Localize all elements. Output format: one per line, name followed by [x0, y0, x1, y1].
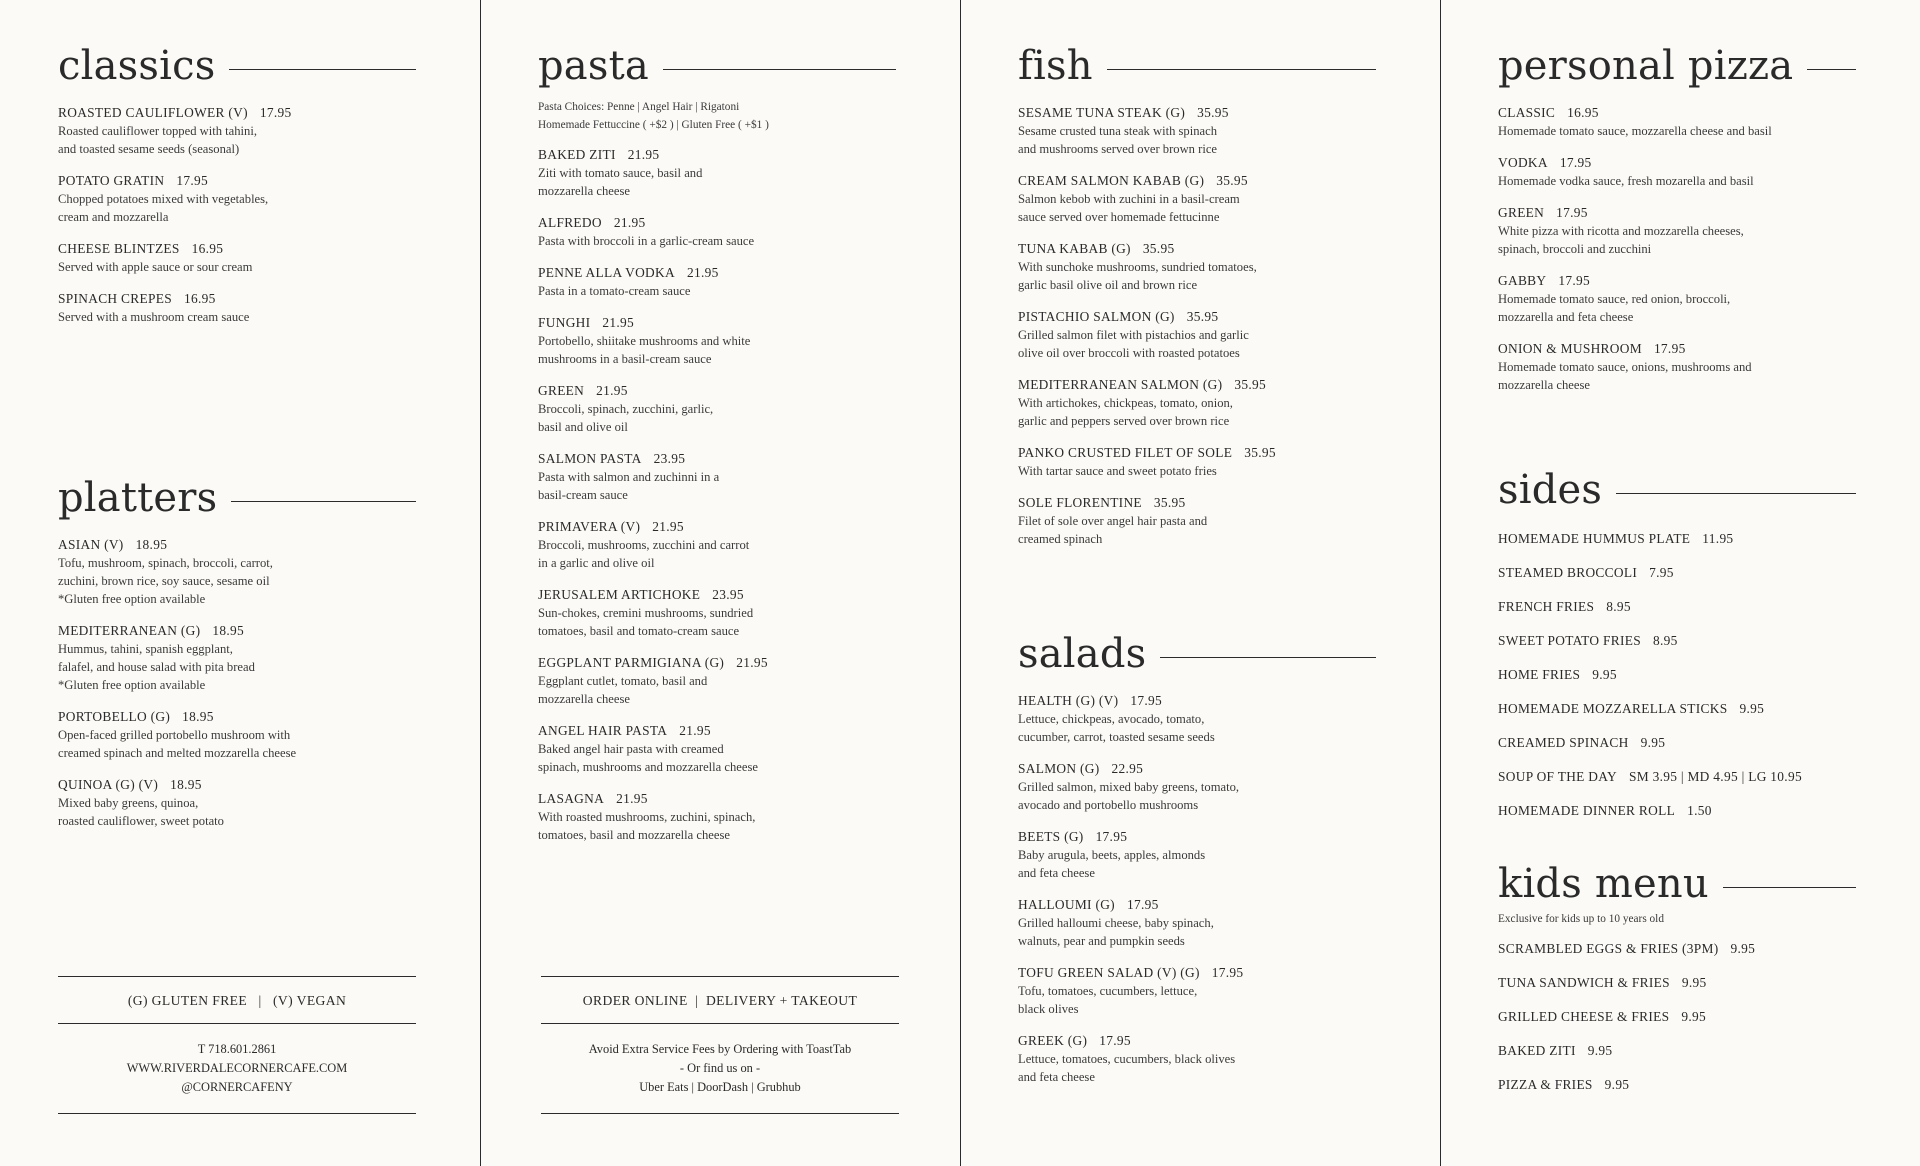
menu-item	[538, 450, 896, 504]
item-heading	[58, 290, 416, 308]
item-heading	[58, 240, 416, 258]
item-name: JERUSALEM ARTICHOKE	[538, 587, 701, 602]
item-heading	[538, 518, 896, 536]
menu-item	[1498, 154, 1856, 190]
item-heading	[1498, 340, 1856, 358]
menu-items	[58, 104, 416, 326]
fish-section	[1018, 42, 1376, 548]
menu-item	[1018, 494, 1376, 548]
section-header	[1018, 42, 1376, 90]
item-price: 18.95	[135, 537, 168, 552]
divider	[58, 1113, 416, 1114]
item-price: 9.95	[1681, 975, 1707, 990]
item-price: 21.95	[596, 383, 628, 398]
item-price: 9.95	[1587, 1043, 1613, 1058]
order-online-banner: ORDER ONLINE | DELIVERY + TAKEOUT	[582, 993, 858, 1008]
item-name: MEDITERRANEAN (G)	[58, 623, 201, 638]
section-header	[1018, 630, 1376, 678]
item-price: 21.95	[736, 655, 768, 670]
footer	[58, 976, 416, 1114]
item-heading	[538, 654, 896, 672]
item-description: Baked angel hair pasta with creamed spinach, mushrooms and mozzarella cheese	[538, 742, 758, 774]
list-item	[1498, 564, 1856, 582]
item-description: Broccoli, spinach, zucchini, garlic, basil and olive oil	[538, 402, 714, 434]
menu-item	[1018, 240, 1376, 294]
item-price: 8.95	[1652, 633, 1678, 648]
item-heading	[58, 708, 416, 726]
item-name: PANKO CRUSTED FILET OF SOLE	[1018, 445, 1233, 460]
menu-panel-3	[961, 0, 1440, 1166]
section-header	[1498, 466, 1856, 514]
header-rule	[1160, 657, 1376, 658]
item-name: EGGPLANT PARMIGIANA (G)	[538, 655, 725, 670]
header-rule	[1616, 493, 1856, 494]
item-description: Grilled salmon filet with pistachios and garlic olive oil over broccoli with roasted potatoes	[1018, 328, 1249, 360]
item-description: With tartar sauce and sweet potato fries	[1018, 464, 1217, 478]
item-name: HOMEMADE HUMMUS PLATE	[1498, 531, 1691, 546]
item-description: Lettuce, chickpeas, avocado, tomato, cucumber, carrot, toasted sesame seeds	[1018, 712, 1215, 744]
item-name: PRIMAVERA (V)	[538, 519, 641, 534]
menu-item	[58, 622, 416, 694]
item-name: ONION & MUSHROOM	[1498, 341, 1642, 356]
menu-item	[58, 240, 416, 276]
item-heading	[1018, 760, 1376, 778]
item-heading	[1018, 240, 1376, 258]
menu-items	[1018, 104, 1376, 548]
item-name: HOMEMADE MOZZARELLA STICKS	[1498, 701, 1728, 716]
item-description: Roasted cauliflower topped with tahini, and toasted sesame seeds (seasonal)	[58, 124, 258, 156]
item-price: 35.95	[1197, 105, 1229, 120]
delivery-info: Avoid Extra Service Fees by Ordering with ToastTab - Or find us on - Uber Eats | DoorDash | Grubhub	[588, 1042, 852, 1094]
item-heading	[1018, 376, 1376, 394]
list-item	[1498, 632, 1856, 650]
item-price: 35.95	[1234, 377, 1266, 392]
menu-item	[538, 518, 896, 572]
item-name: PORTOBELLO (G)	[58, 709, 171, 724]
section-title: salads	[1018, 631, 1147, 677]
item-price: 21.95	[686, 265, 719, 280]
item-price: SM 3.95 | MD 4.95 | LG 10.95	[1628, 769, 1802, 784]
menu-item	[538, 722, 896, 776]
item-description: Hummus, tahini, spanish eggplant, falafel, and house salad with pita bread *Gluten free option available	[58, 642, 255, 692]
pasta-choices-note: Pasta Choices: Penne | Angel Hair | Rigatoni Homemade Fettuccine ( +$2 ) | Gluten Free ( +$1 )	[538, 101, 769, 131]
item-price: 18.95	[170, 777, 202, 792]
item-heading	[538, 264, 896, 282]
item-price: 21.95	[627, 147, 660, 162]
contact-info: T 718.601.2861 WWW.RIVERDALECORNERCAFE.COM @CORNERCAFENY	[126, 1042, 348, 1094]
item-name: FRENCH FRIES	[1498, 599, 1595, 614]
item-name: SPINACH CREPES	[58, 291, 172, 306]
item-price: 21.95	[652, 519, 684, 534]
section-title: classics	[58, 43, 216, 89]
footer	[541, 976, 899, 1114]
section-header	[58, 42, 416, 90]
list-item	[1498, 768, 1856, 786]
item-name: LASAGNA	[538, 791, 605, 806]
menu-item	[1018, 692, 1376, 746]
item-name: FUNGHI	[538, 315, 591, 330]
menu-item	[58, 536, 416, 608]
list-item	[1498, 700, 1856, 718]
menu-item	[1018, 760, 1376, 814]
item-description: Sun-chokes, cremini mushrooms, sundried tomatoes, basil and tomato-cream sauce	[538, 606, 754, 638]
item-name: SCRAMBLED EGGS & FRIES (3PM)	[1498, 941, 1719, 956]
item-name: TUNA KABAB (G)	[1018, 241, 1131, 256]
sides-section	[1498, 466, 1856, 820]
item-price: 11.95	[1702, 531, 1734, 546]
item-description: Pasta in a tomato-cream sauce	[538, 284, 691, 298]
item-price: 21.95	[613, 215, 646, 230]
menu-item	[538, 586, 896, 640]
item-heading	[1018, 444, 1376, 462]
section-header	[58, 474, 416, 522]
list-item	[1498, 1076, 1856, 1094]
item-price: 21.95	[679, 723, 711, 738]
item-name: VODKA	[1498, 155, 1548, 170]
menu-items	[58, 536, 416, 830]
header-rule	[663, 69, 896, 70]
item-name: ANGEL HAIR PASTA	[538, 723, 668, 738]
item-name: BEETS (G)	[1018, 829, 1084, 844]
section-title: fish	[1018, 43, 1093, 89]
item-price: 16.95	[191, 241, 224, 256]
item-name: SOUP OF THE DAY	[1498, 769, 1617, 784]
item-name: SALMON PASTA	[538, 451, 642, 466]
menu-item	[1018, 444, 1376, 480]
item-heading	[58, 622, 416, 640]
item-heading	[538, 314, 896, 332]
item-heading	[58, 536, 416, 554]
item-name: PENNE ALLA VODKA	[538, 265, 675, 280]
item-name: QUINOA (G) (V)	[58, 777, 159, 792]
menu-panel-1	[0, 0, 480, 1166]
item-name: STEAMED BROCCOLI	[1498, 565, 1638, 580]
item-name: CLASSIC	[1498, 105, 1556, 120]
item-description: Grilled salmon, mixed baby greens, tomato, avocado and portobello mushrooms	[1018, 780, 1240, 812]
item-name: MEDITERRANEAN SALMON (G)	[1018, 377, 1223, 392]
list-item	[1498, 940, 1856, 958]
item-heading	[1498, 104, 1856, 122]
item-price: 17.95	[176, 173, 209, 188]
item-heading	[538, 214, 896, 232]
menu-item	[58, 290, 416, 326]
item-name: POTATO GRATIN	[58, 173, 165, 188]
item-price: 23.95	[712, 587, 744, 602]
salads-section	[1018, 630, 1376, 1086]
item-price: 9.95	[1640, 735, 1666, 750]
menu-item	[538, 264, 896, 300]
item-name: HOMEMADE DINNER ROLL	[1498, 803, 1676, 818]
item-name: CREAMED SPINACH	[1498, 735, 1629, 750]
item-name: SWEET POTATO FRIES	[1498, 633, 1641, 648]
item-price: 9.95	[1604, 1077, 1630, 1092]
item-heading	[538, 722, 896, 740]
item-description: Ziti with tomato sauce, basil and mozzarella cheese	[538, 166, 703, 198]
item-heading	[1018, 494, 1376, 512]
item-name: HOME FRIES	[1498, 667, 1581, 682]
item-description: Served with a mushroom cream sauce	[58, 310, 250, 324]
menu-items	[538, 146, 896, 844]
menu-item	[538, 654, 896, 708]
item-heading	[1018, 828, 1376, 846]
item-price: 17.95	[1556, 205, 1588, 220]
item-price: 35.95	[1244, 445, 1276, 460]
menu-panel-2	[481, 0, 960, 1166]
item-description: Served with apple sauce or sour cream	[58, 260, 253, 274]
menu-items	[1498, 104, 1856, 394]
item-price: 35.95	[1186, 309, 1219, 324]
item-price: 17.95	[259, 105, 292, 120]
item-name: SALMON (G)	[1018, 761, 1100, 776]
item-price: 21.95	[616, 791, 648, 806]
sides-list	[1498, 530, 1856, 820]
item-description: With sunchoke mushrooms, sundried tomatoes, garlic basil olive oil and brown rice	[1018, 260, 1257, 292]
list-item	[1498, 974, 1856, 992]
item-heading	[1018, 172, 1376, 190]
item-price: 17.95	[1211, 965, 1244, 980]
item-price: 1.50	[1687, 803, 1712, 818]
list-item	[1498, 1008, 1856, 1026]
list-item	[1498, 598, 1856, 616]
item-description: With roasted mushrooms, zuchini, spinach, tomatoes, basil and mozzarella cheese	[538, 810, 756, 842]
header-rule	[1807, 69, 1856, 70]
section-title: kids menu	[1498, 861, 1709, 907]
item-price: 17.95	[1126, 897, 1159, 912]
item-description: Pasta with broccoli in a garlic-cream sauce	[538, 234, 755, 248]
kids-menu-section	[1498, 860, 1856, 1094]
menu-item	[1498, 104, 1856, 140]
section-header	[538, 42, 896, 90]
item-description: With artichokes, chickpeas, tomato, onion, garlic and peppers served over brown rice	[1018, 396, 1233, 428]
menu-item	[58, 104, 416, 158]
item-description: Homemade tomato sauce, red onion, broccoli, mozzarella and feta cheese	[1498, 292, 1731, 324]
item-description: Salmon kebob with zuchini in a basil-cream sauce served over homemade fettucinne	[1018, 192, 1240, 224]
item-name: SOLE FLORENTINE	[1018, 495, 1142, 510]
item-name: GREEN	[538, 383, 585, 398]
item-name: GABBY	[1498, 273, 1547, 288]
item-price: 17.95	[1559, 155, 1592, 170]
header-rule	[1107, 69, 1376, 70]
item-name: PIZZA & FRIES	[1498, 1077, 1593, 1092]
item-heading	[1018, 896, 1376, 914]
item-heading	[1498, 154, 1856, 172]
menu-item	[1498, 272, 1856, 326]
item-price: 17.95	[1653, 341, 1686, 356]
item-heading	[1498, 204, 1856, 222]
item-name: ASIAN (V)	[58, 537, 124, 552]
header-rule	[229, 69, 416, 70]
item-price: 18.95	[212, 623, 244, 638]
item-name: BAKED ZITI	[538, 147, 616, 162]
item-price: 9.95	[1730, 941, 1756, 956]
item-heading	[58, 776, 416, 794]
item-price: 35.95	[1142, 241, 1175, 256]
menu-item	[1018, 172, 1376, 226]
item-name: ALFREDO	[538, 215, 602, 230]
header-rule	[1723, 887, 1856, 888]
menu-item	[58, 708, 416, 762]
item-price: 35.95	[1153, 495, 1186, 510]
item-description: Chopped potatoes mixed with vegetables, cream and mozzarella	[58, 192, 269, 224]
item-description: Homemade vodka sauce, fresh mozarella and basil	[1498, 174, 1754, 188]
item-price: 22.95	[1111, 761, 1144, 776]
list-item	[1498, 666, 1856, 684]
pasta-section	[538, 42, 896, 844]
item-description: Tofu, mushroom, spinach, broccoli, carrot, zuchini, brown rice, soy sauce, sesame oil *Gluten free option available	[58, 556, 273, 606]
menu-item	[1018, 828, 1376, 882]
item-price: 18.95	[182, 709, 214, 724]
list-item	[1498, 734, 1856, 752]
item-price: 7.95	[1649, 565, 1674, 580]
item-description: Lettuce, tomatoes, cucumbers, black olives and feta cheese	[1018, 1052, 1236, 1084]
item-price: 17.95	[1558, 273, 1591, 288]
diet-legend: (G) GLUTEN FREE | (V) VEGAN	[127, 993, 347, 1008]
menu-item	[538, 314, 896, 368]
list-item	[1498, 530, 1856, 548]
item-name: HALLOUMI (G)	[1018, 897, 1115, 912]
menu-item	[538, 146, 896, 200]
item-name: BAKED ZITI	[1498, 1043, 1576, 1058]
item-description: Open-faced grilled portobello mushroom with creamed spinach and melted mozzarella cheese	[58, 728, 297, 760]
item-heading	[1018, 692, 1376, 710]
menu-item	[538, 382, 896, 436]
item-heading	[1018, 964, 1376, 982]
platters-section	[58, 474, 416, 830]
menu-items	[1018, 692, 1376, 1086]
header-rule	[231, 501, 416, 502]
section-title: pasta	[538, 43, 649, 89]
menu-item	[1018, 104, 1376, 158]
menu-item	[1018, 964, 1376, 1018]
item-heading	[538, 450, 896, 468]
item-description: Sesame crusted tuna steak with spinach and mushrooms served over brown rice	[1018, 124, 1217, 156]
menu-item	[538, 214, 896, 250]
item-heading	[538, 790, 896, 808]
item-description: Filet of sole over angel hair pasta and creamed spinach	[1018, 514, 1208, 546]
item-price: 9.95	[1592, 667, 1617, 682]
item-heading	[1498, 272, 1856, 290]
item-name: CREAM SALMON KABAB (G)	[1018, 173, 1205, 188]
item-description: Homemade tomato sauce, mozzarella cheese and basil	[1498, 124, 1772, 138]
item-name: ROASTED CAULIFLOWER (V)	[58, 105, 248, 120]
item-description: Baby arugula, beets, apples, almonds and feta cheese	[1018, 848, 1206, 880]
item-heading	[58, 104, 416, 122]
item-name: GRILLED CHEESE & FRIES	[1498, 1009, 1670, 1024]
item-heading	[538, 382, 896, 400]
item-heading	[1018, 308, 1376, 326]
section-header	[1498, 42, 1856, 90]
section-title: sides	[1498, 467, 1603, 513]
item-description: Eggplant cutlet, tomato, basil and mozzarella cheese	[538, 674, 708, 706]
menu-item	[1018, 308, 1376, 362]
pizza-section	[1498, 42, 1856, 394]
item-heading	[1018, 1032, 1376, 1050]
kids-menu-note: Exclusive for kids up to 10 years old	[1498, 913, 1664, 925]
item-description: Pasta with salmon and zuchinni in a basil-cream sauce	[538, 470, 720, 502]
menu-item	[1018, 1032, 1376, 1086]
menu-item	[58, 172, 416, 226]
item-heading	[538, 586, 896, 604]
kids-list	[1498, 940, 1856, 1094]
item-price: 17.95	[1130, 693, 1163, 708]
menu-item	[538, 790, 896, 844]
item-price: 9.95	[1739, 701, 1765, 716]
item-description: Broccoli, mushrooms, zucchini and carrot in a garlic and olive oil	[538, 538, 750, 570]
list-item	[1498, 802, 1856, 820]
item-price: 8.95	[1606, 599, 1631, 614]
item-price: 21.95	[602, 315, 635, 330]
item-name: TUNA SANDWICH & FRIES	[1498, 975, 1670, 990]
menu-item	[58, 776, 416, 830]
section-title: platters	[58, 475, 218, 521]
item-name: TOFU GREEN SALAD (V) (G)	[1018, 965, 1200, 980]
item-name: GREEK (G)	[1018, 1033, 1088, 1048]
list-item	[1498, 1042, 1856, 1060]
item-price: 17.95	[1095, 829, 1128, 844]
classics-section	[58, 42, 416, 326]
menu-panel-4	[1441, 0, 1920, 1166]
menu-item	[1498, 340, 1856, 394]
item-price: 35.95	[1216, 173, 1248, 188]
item-description: Homemade tomato sauce, onions, mushrooms and mozzarella cheese	[1498, 360, 1752, 392]
item-description: Mixed baby greens, quinoa, roasted cauliflower, sweet potato	[58, 796, 224, 828]
item-description: Portobello, shiitake mushrooms and white mushrooms in a basil-cream sauce	[538, 334, 751, 366]
divider	[541, 1113, 899, 1114]
item-name: PISTACHIO SALMON (G)	[1018, 309, 1175, 324]
item-price: 9.95	[1681, 1009, 1707, 1024]
section-title: personal pizza	[1498, 43, 1794, 89]
item-heading	[1018, 104, 1376, 122]
item-price: 17.95	[1099, 1033, 1131, 1048]
menu-item	[1498, 204, 1856, 258]
item-heading	[538, 146, 896, 164]
item-name: GREEN	[1498, 205, 1545, 220]
item-name: CHEESE BLINTZES	[58, 241, 180, 256]
item-name: HEALTH (G) (V)	[1018, 693, 1119, 708]
item-price: 16.95	[183, 291, 216, 306]
section-header	[1498, 860, 1856, 908]
menu-item	[1018, 376, 1376, 430]
item-price: 23.95	[653, 451, 686, 466]
item-name: SESAME TUNA STEAK (G)	[1018, 105, 1186, 120]
item-heading	[58, 172, 416, 190]
item-description: Grilled halloumi cheese, baby spinach, walnuts, pear and pumpkin seeds	[1018, 916, 1214, 948]
item-description: Tofu, tomatoes, cucumbers, lettuce, black olives	[1018, 984, 1198, 1016]
menu-item	[1018, 896, 1376, 950]
item-price: 16.95	[1567, 105, 1599, 120]
item-description: White pizza with ricotta and mozzarella cheeses, spinach, broccoli and zucchini	[1498, 224, 1744, 256]
